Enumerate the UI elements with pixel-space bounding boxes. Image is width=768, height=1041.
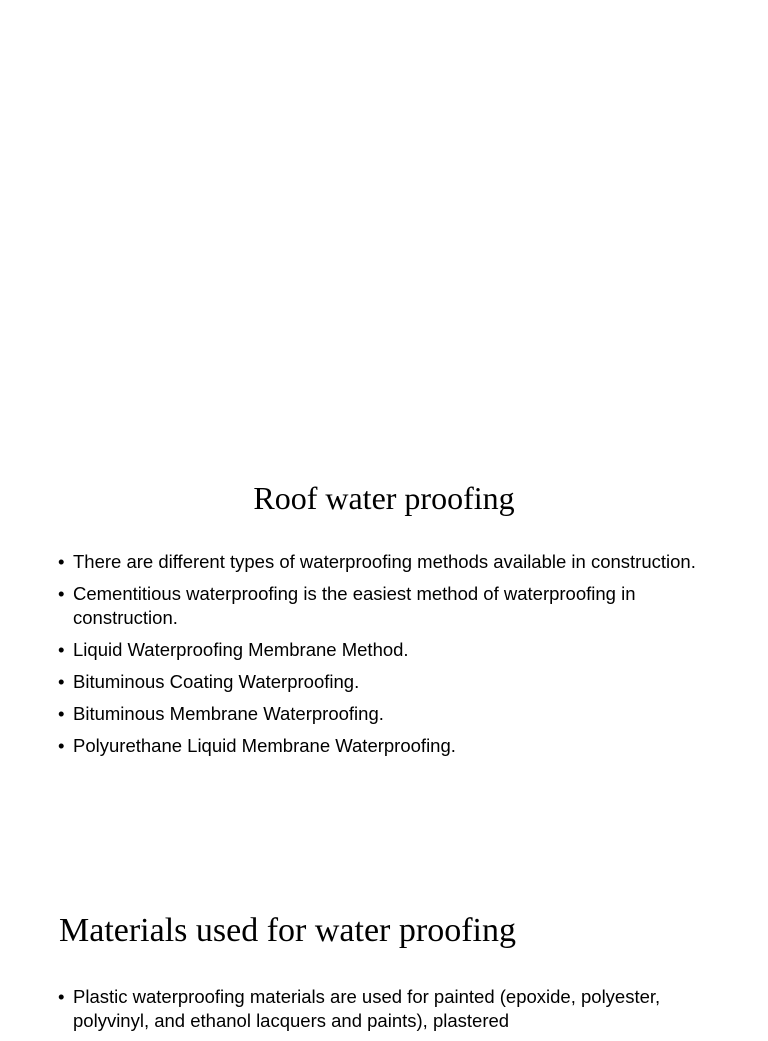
bullet-icon: •	[58, 735, 65, 756]
list-item-text: There are different types of waterproofing methods available in construction.	[73, 551, 696, 572]
bullet-icon: •	[58, 551, 65, 572]
list-item	[0, 550, 768, 574]
list-item-text: Plastic waterproofing materials are used for painted (epoxide, polyester, polyvinyl, and ethanol lacquers and paints), plastered	[73, 986, 661, 1031]
list-item	[0, 582, 768, 630]
list-item	[0, 985, 768, 1033]
bullet-icon: •	[58, 671, 65, 692]
bullet-list	[0, 550, 768, 758]
list-item	[0, 638, 768, 662]
list-item-text: Bituminous Membrane Waterproofing.	[73, 703, 384, 724]
list-item	[0, 702, 768, 726]
list-item	[0, 734, 768, 758]
bullet-icon: •	[58, 703, 65, 724]
slide-title: Materials used for water proofing	[59, 912, 516, 949]
list-item-text: Polyurethane Liquid Membrane Waterproofing.	[73, 735, 456, 756]
bullet-icon: •	[58, 583, 65, 604]
list-item-text: Cementitious waterproofing is the easiest method of waterproofing in construction.	[73, 583, 636, 628]
slide-roof-water-proofing	[0, 470, 768, 766]
list-item-text: Liquid Waterproofing Membrane Method.	[73, 639, 409, 660]
list-item-text: Bituminous Coating Waterproofing.	[73, 671, 360, 692]
bullet-icon: •	[58, 986, 65, 1007]
list-item	[0, 670, 768, 694]
bullet-list	[0, 985, 768, 1033]
slide-materials	[0, 903, 768, 1041]
slide-title: Roof water proofing	[253, 480, 515, 516]
bullet-icon: •	[58, 639, 65, 660]
